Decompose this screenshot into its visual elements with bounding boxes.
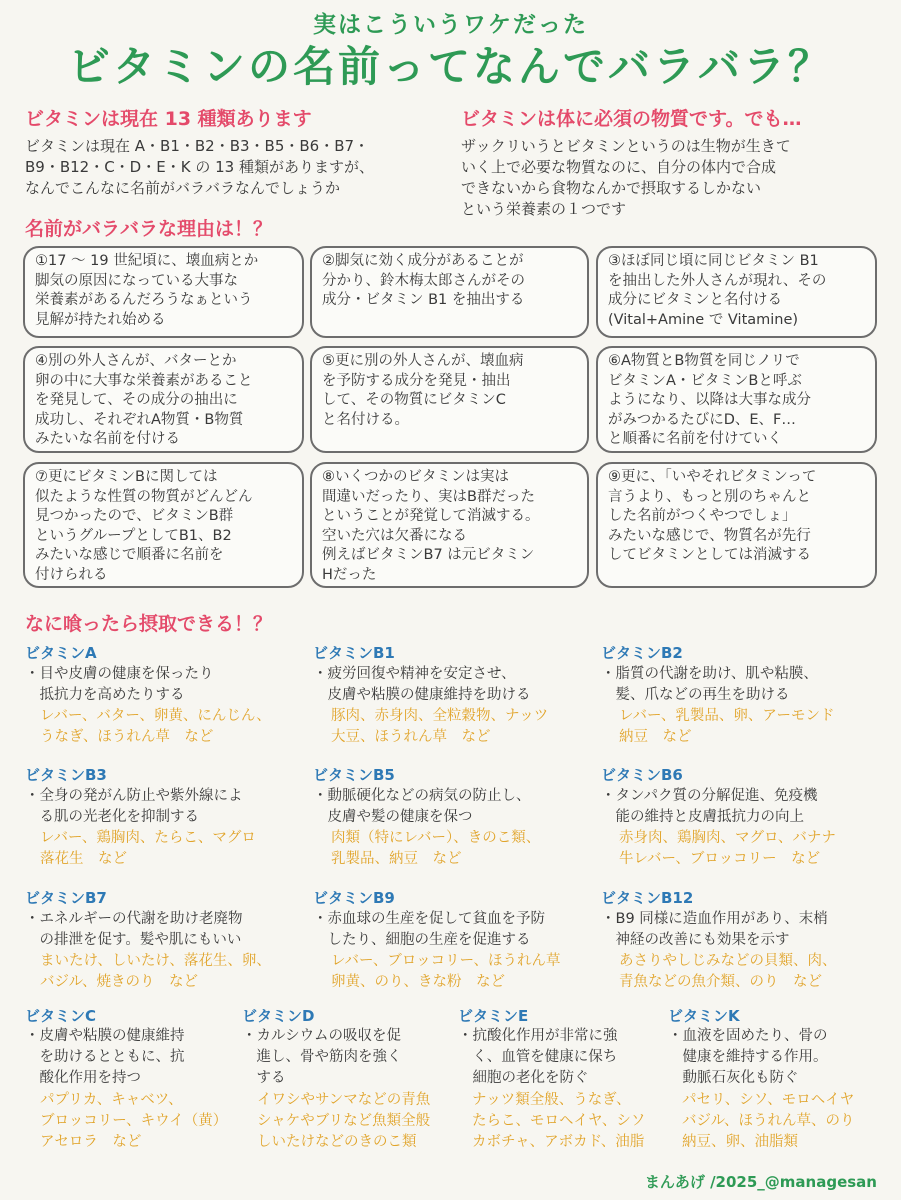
reason-box-7: ⑦更にビタミンBに関しては 似たような性質の物質がどんどん 見つかったので、ビタミンB群 というグループとしてB1、B2 みたいな感じで順番に名前を 付けられる xyxy=(23,462,304,588)
reason-box-5: ⑤更に別の外人さんが、壊血病 を予防する成分を発見・抽出 して、その物質にビタミンC と名付ける。 xyxy=(310,346,589,453)
vitamin-b12-foods: あさりやしじみなどの貝類、肉、 青魚などの魚介類、のり など xyxy=(619,953,837,990)
vitamin-b5-foods: 肉類（特にレバー）、きのこ類、 乳製品、納豆 など xyxy=(331,830,541,867)
intro-essential xyxy=(461,104,886,220)
vitamin-b2-foods: レバー、乳製品、卵、アーモンド 納豆 など xyxy=(619,708,835,745)
vitamin-c-title: ビタミンC xyxy=(25,1007,97,1025)
vitamin-d-title: ビタミンD xyxy=(242,1007,315,1025)
intro-current-count xyxy=(25,104,445,199)
vitamin-b7-foods: まいたけ、しいたけ、落花生、卵、 バジル、焼きのり など xyxy=(40,953,271,990)
vitamin-k-effect: ・血液を固めたり、骨の 健康を維持する作用。 動脈石灰化も防ぐ xyxy=(668,1028,828,1086)
vitamin-b3-foods: レバー、鶏胸肉、たらこ、マグロ 落花生 など xyxy=(40,830,256,867)
vitamin-b7-title: ビタミンB7 xyxy=(25,889,107,907)
reason-box-2: ②脚気に効く成分があることが 分かり、鈴木梅太郎さんがその 成分・ビタミン B1 を抽出する xyxy=(310,246,589,338)
reasons-heading: 名前がバラバラな理由は！？ xyxy=(25,218,273,240)
vitamin-b6-foods: 赤身肉、鶏胸肉、マグロ、バナナ 牛レバー、ブロッコリー など xyxy=(619,830,836,867)
vitamin-e-title: ビタミンE xyxy=(458,1007,529,1025)
vitamin-b12-title: ビタミンB12 xyxy=(601,889,694,907)
vitamin-b2-effect: ・脂質の代謝を助け、肌や粘膜、 髪、爪などの再生を助ける xyxy=(601,666,818,703)
vitamin-c-effect: ・皮膚や粘膜の健康維持 を助けるとともに、抗 酸化作用を持つ xyxy=(25,1028,185,1086)
vitamin-b6-effect: ・タンパク質の分解促進、免疫機 能の維持と皮膚抵抗力の向上 xyxy=(601,788,818,825)
vitamin-b1-foods: 豚肉、赤身肉、全粒穀物、ナッツ 大豆、ほうれん草 など xyxy=(331,708,549,745)
vitamin-a-effect: ・目や皮膚の健康を保ったり 抵抗力を高めたりする xyxy=(25,666,214,703)
page-title: ビタミンの名前ってなんでバラバラ？ xyxy=(67,42,833,91)
reason-box-9: ⑨更に、「いやそれビタミンって 言うより、もっと別のちゃんと した名前がつくやつでしょ」 みたいな感じで、物質名が先行 してビタミンとしては消滅する xyxy=(596,462,877,588)
vitamin-k-title: ビタミンK xyxy=(668,1007,740,1025)
intro-heading: ビタミンは体に必須の物質です。でも… xyxy=(461,108,802,130)
vitamin-b6-title: ビタミンB6 xyxy=(601,766,683,784)
vitamin-b9-effect: ・赤血球の生産を促して貧血を予防 したり、細胞の生産を促進する xyxy=(313,911,545,948)
reason-box-1: ①17 ～ 19 世紀頃に、壊血病とか 脚気の原因になっている大事な 栄養素があるんだろうなぁという 見解が持たれ始める xyxy=(23,246,304,338)
reason-box-6: ⑥A物質とB物質を同じノリで ビタミンA・ビタミンBと呼ぶ ようになり、以降は大事な成分 がみつかるたびにD、E、F… と順番に名前を付けていく xyxy=(596,346,877,453)
reason-box-3: ③ほぼ同じ頃に同じビタミン B1 を抽出した外人さんが現れ、その 成分にビタミンと名付ける (Vital+Amine で Vitamine) xyxy=(596,246,877,338)
vitamin-b3-effect: ・全身の発がん防止や紫外線によ る肌の光老化を抑制する xyxy=(25,788,243,825)
vitamin-b1-title: ビタミンB1 xyxy=(313,644,395,662)
vitamin-e-effect: ・抗酸化作用が非常に強 く、血管を健康に保ち 細胞の老化を防ぐ xyxy=(458,1028,618,1086)
vitamin-b5-title: ビタミンB5 xyxy=(313,766,395,784)
vitamin-b7-effect: ・エネルギーの代謝を助け老廃物 の排泄を促す。髪や肌にもいい xyxy=(25,911,243,948)
author-credit: まんあげ /2025_@managesan xyxy=(644,1173,877,1191)
foods-heading: なに喰ったら摂取できる！？ xyxy=(25,613,273,635)
vitamin-a-foods: レバー、バター、卵黄、にんじん、 うなぎ、ほうれん草 など xyxy=(40,708,271,745)
vitamin-d-effect: ・カルシウムの吸収を促 進し、骨や筋肉を強く する xyxy=(242,1028,402,1086)
vitamin-b3-title: ビタミンB3 xyxy=(25,766,107,784)
vitamin-e-foods: ナッツ類全般、うなぎ、 たらこ、モロヘイヤ、シソ カボチャ、アボカド、油脂 xyxy=(472,1092,646,1150)
vitamin-b2-title: ビタミンB2 xyxy=(601,644,683,662)
vitamin-b9-foods: レバー、ブロッコリー、ほうれん草 卵黄、のり、きな粉 など xyxy=(331,953,561,990)
reason-box-4: ④別の外人さんが、バターとか 卵の中に大事な栄養素があること を発見して、その成分の抽出に 成功し、それぞれA物質・B物質 みたいな名前を付ける xyxy=(23,346,304,453)
vitamin-b1-effect: ・疲労回復や精神を安定させ、 皮膚や粘膜の健康維持を助ける xyxy=(313,666,531,703)
vitamin-b9-title: ビタミンB9 xyxy=(313,889,395,907)
intro-text: ザックリいうとビタミンというのは生物が生きて いく上で必要な物質なのに、自分の体内で合成 できないから食物なんかで摂取するしかない という栄養素の１つです xyxy=(461,137,791,218)
vitamin-c-foods: パプリカ、キャベツ、 ブロッコリー、キウイ（黄） アセロラ など xyxy=(40,1092,228,1150)
page-subtitle: 実はこういうワケだった xyxy=(313,12,588,38)
intro-text: ビタミンは現在 A・B1・B2・B3・B5・B6・B7・ B9・B12・C・D・E・K の 13 種類がありますが、 なんでこんなに名前がバラバラなんでしょうか xyxy=(25,137,374,197)
intro-heading: ビタミンは現在 13 種類あります xyxy=(25,108,312,130)
vitamin-b5-effect: ・動脈硬化などの病気の防止し、 皮膚や髪の健康を保つ xyxy=(313,788,531,825)
vitamin-b12-effect: ・B9 同様に造血作用があり、末梢 神経の改善にも効果を示す xyxy=(601,911,828,948)
reason-box-8: ⑧いくつかのビタミンは実は 間違いだったり、実はB群だった ということが発覚して消滅する。 空いた穴は欠番になる 例えばビタミンB7 は元ビタミン Hだった xyxy=(310,462,589,588)
vitamin-a-title: ビタミンA xyxy=(25,644,97,662)
vitamin-k-foods: パセリ、シソ、モロヘイヤ バジル、ほうれん草、のり 納豆、卵、油脂類 xyxy=(682,1092,855,1150)
vitamin-d-foods: イワシやサンマなどの青魚 シャケやブリなど魚類全般 しいたけなどのきのこ類 xyxy=(257,1092,431,1150)
